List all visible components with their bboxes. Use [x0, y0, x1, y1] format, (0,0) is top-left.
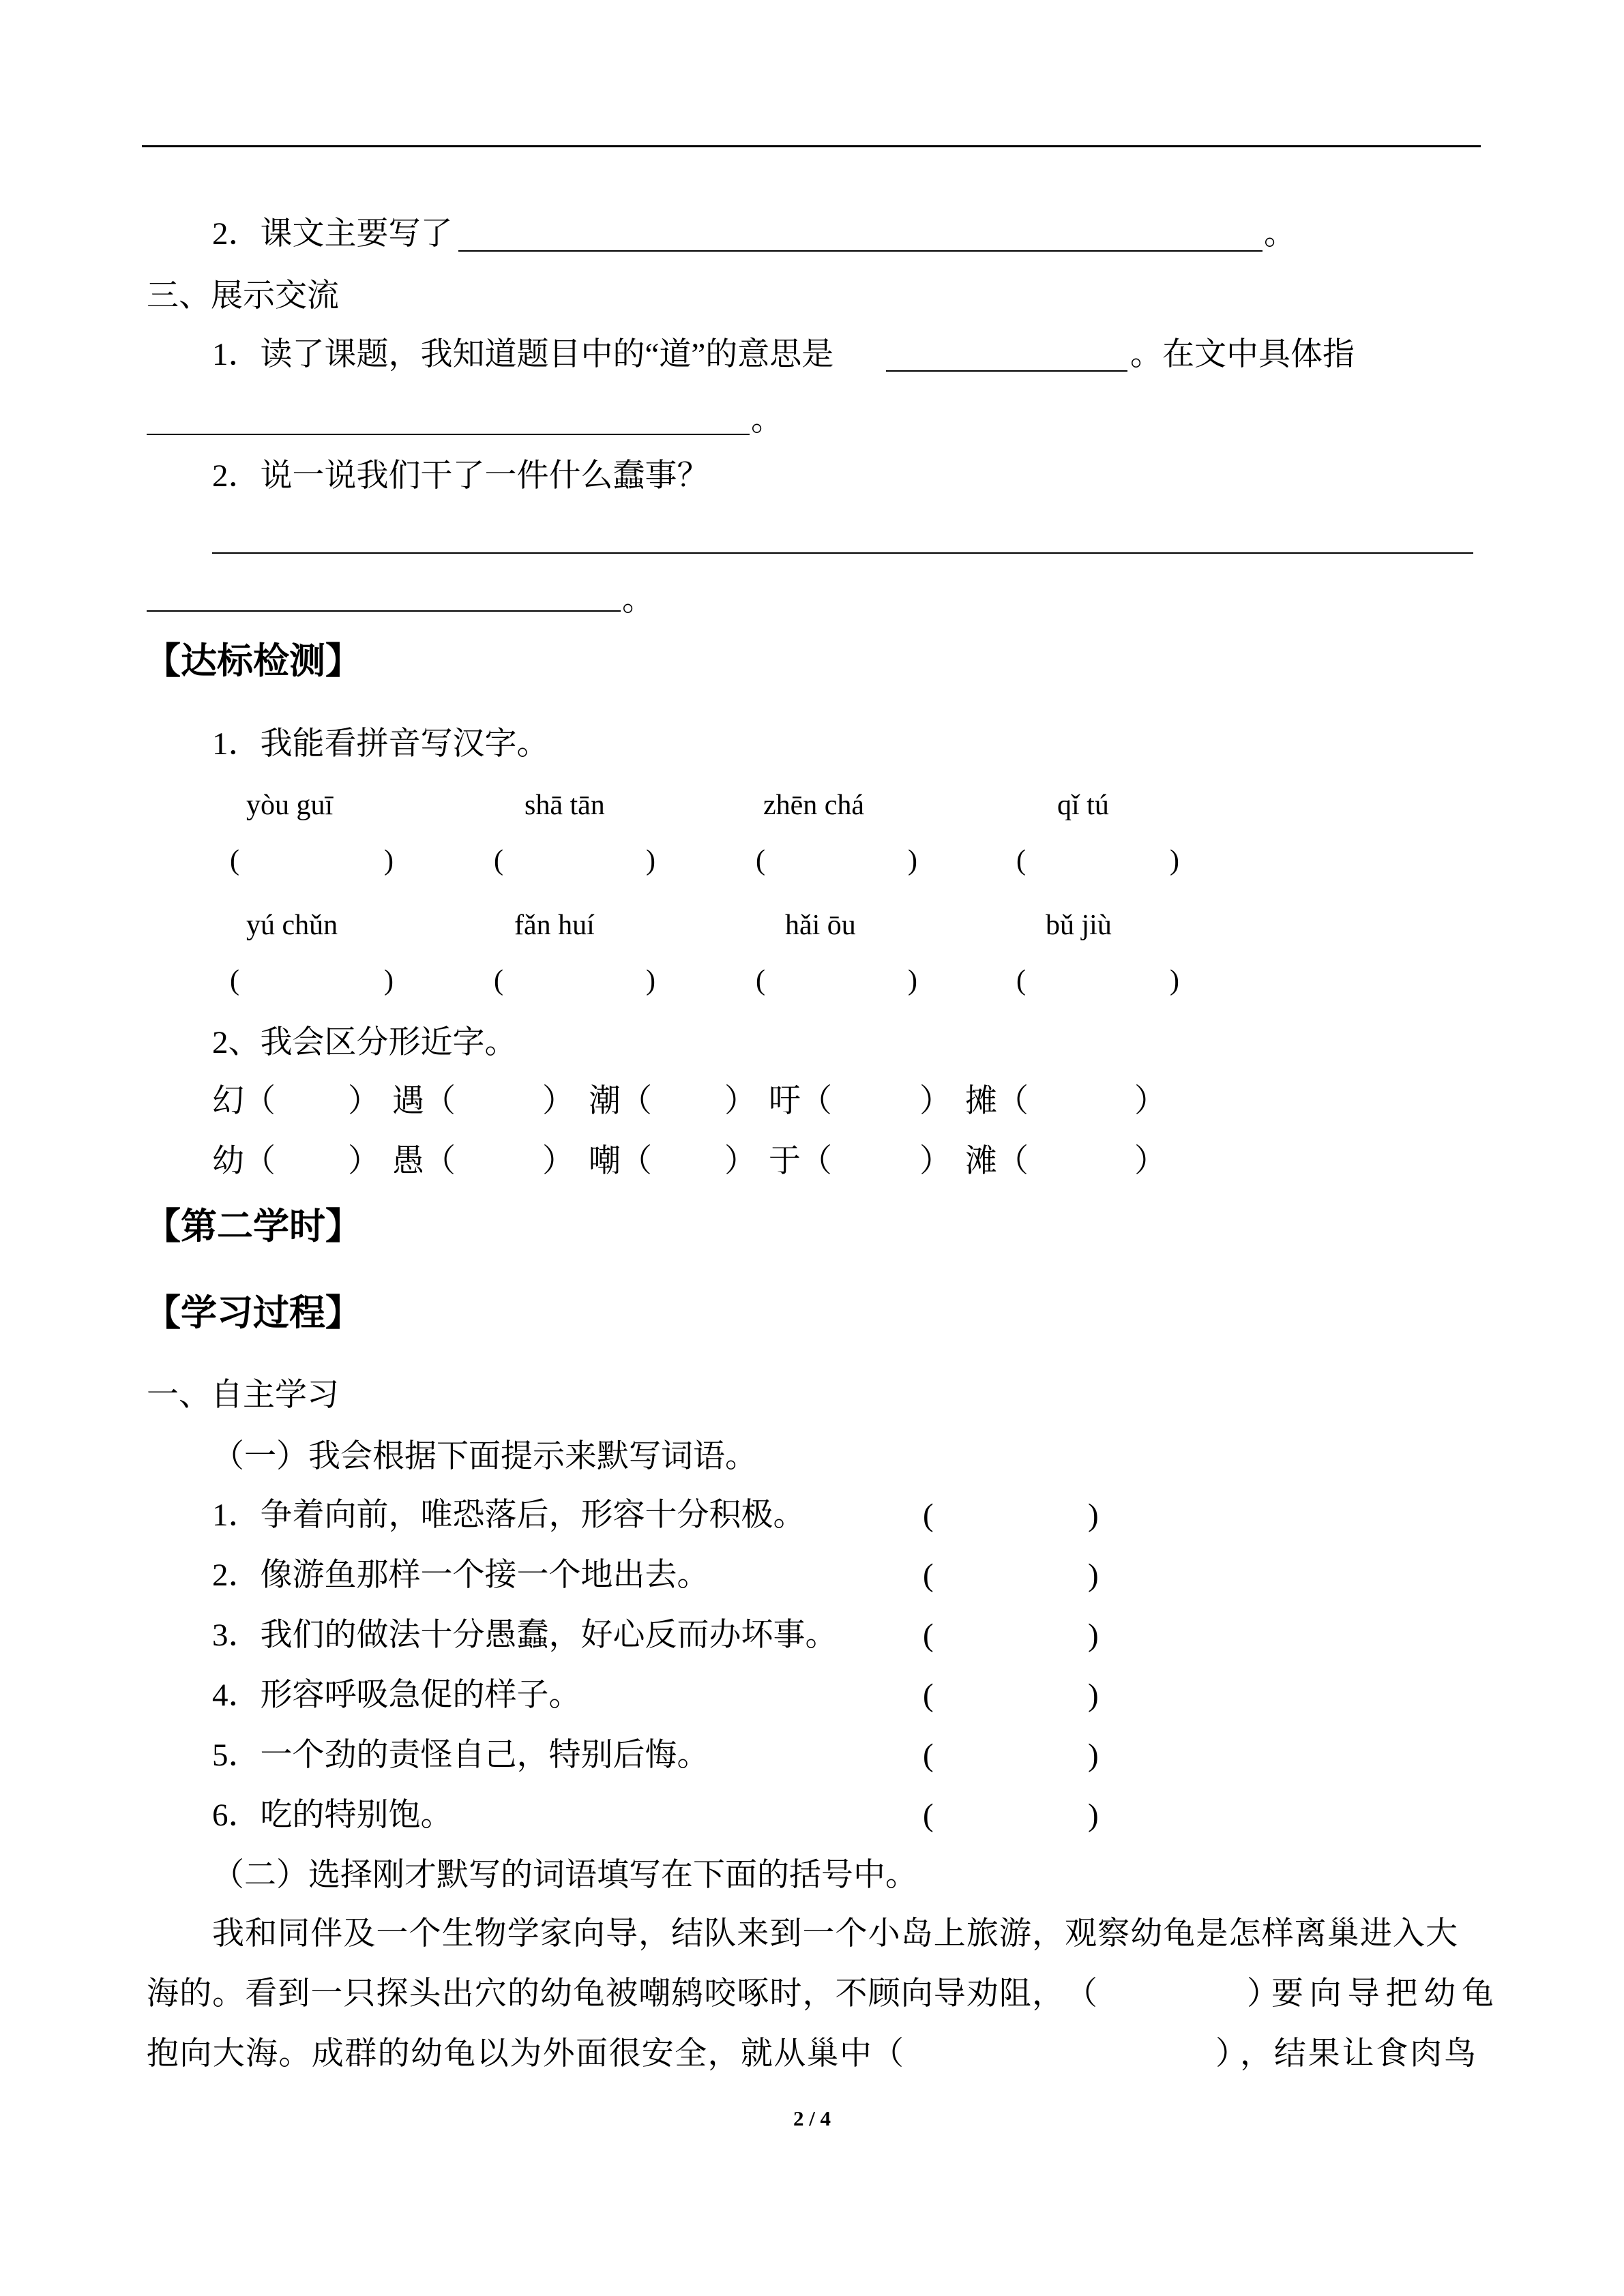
similar-char: 于	[769, 1144, 801, 1179]
answer-paren-open: (	[494, 965, 503, 996]
answer-paren-close: )	[1088, 1678, 1099, 1713]
exchange-q1-blank-refers	[147, 434, 750, 435]
answer-paren-close: ）	[724, 1084, 756, 1119]
check-q2-prompt: 2、我会区分形近字。	[212, 1025, 517, 1060]
similar-char: 潮	[589, 1084, 621, 1119]
dictation-item: 2．像游鱼那样一个接一个地出去。	[212, 1557, 709, 1593]
answer-paren-close: ）	[542, 1084, 574, 1119]
answer-paren-open: (	[494, 845, 503, 876]
answer-paren-open: (	[923, 1798, 934, 1833]
answer-paren-open: （	[800, 1084, 832, 1119]
answer-paren-open: （	[1065, 1976, 1097, 2012]
answer-paren-close: )	[1170, 965, 1179, 996]
paragraph-line-2-tail: 要向导把幼龟	[1271, 1976, 1494, 2012]
answer-paren-close: ）	[919, 1084, 951, 1119]
process-heading: 【学习过程】	[145, 1294, 361, 1333]
pinyin-label: yòu guī	[246, 790, 334, 821]
answer-paren-close: )	[1088, 1497, 1099, 1533]
exchange-heading: 三、展示交流	[147, 278, 339, 314]
preview-q2-end: 。	[1264, 216, 1296, 252]
lesson2-heading: 【第二学时】	[145, 1207, 361, 1247]
exchange-q1-mid: 。在文中具体指	[1130, 337, 1355, 372]
answer-paren-open: (	[1016, 845, 1026, 876]
similar-char: 嘲	[589, 1144, 621, 1179]
answer-paren-close: )	[384, 965, 394, 996]
answer-paren-close: ）	[724, 1144, 756, 1179]
answer-paren-close: )	[1170, 845, 1179, 876]
similar-char: 幻	[212, 1084, 244, 1119]
pinyin-label: zhēn chá	[763, 790, 865, 821]
answer-paren-open: （	[243, 1144, 276, 1179]
answer-paren-open: （	[424, 1144, 456, 1179]
answer-paren-close: )	[384, 845, 394, 876]
answer-paren-close: )	[1088, 1557, 1099, 1593]
similar-char: 愚	[392, 1144, 424, 1179]
exchange-q1-prompt: 1．读了课题，我知道题目中的“道”的意思是	[212, 337, 834, 372]
answer-paren-close: )	[646, 845, 655, 876]
exchange-q2-blank-line1	[212, 552, 1473, 554]
answer-paren-open: (	[923, 1557, 934, 1593]
answer-paren-open: (	[923, 1678, 934, 1713]
preview-q2-blank	[458, 250, 1263, 252]
pinyin-label: bǔ jiù	[1046, 910, 1112, 941]
answer-paren-open: （	[424, 1084, 456, 1119]
answer-paren-close: ）	[542, 1144, 574, 1179]
answer-paren-close: )	[1088, 1738, 1099, 1773]
answer-paren-open: （	[620, 1144, 652, 1179]
paragraph-line-1: 我和同伴及一个生物学家向导，结队来到一个小岛上旅游，观察幼龟是怎样离巢进入大	[212, 1916, 1458, 1952]
answer-paren-close: )	[646, 965, 655, 996]
answer-paren-open: (	[923, 1617, 934, 1653]
exchange-q2-end: 。	[622, 582, 654, 618]
similar-char: 摊	[965, 1084, 997, 1119]
paragraph-line-2: 海的。看到一只探头出穴的幼龟被嘲鸫咬啄时，不顾向导劝阻，	[147, 1976, 1064, 2012]
exchange-q1-blank-meaning	[886, 370, 1127, 372]
answer-paren-close: )	[1088, 1798, 1099, 1833]
check-heading: 【达标检测】	[145, 642, 361, 681]
answer-paren-open: （	[243, 1084, 276, 1119]
paragraph-line-3: 抱向大海。成群的幼龟以为外面很安全，就从巢中	[147, 2036, 872, 2072]
answer-paren-open: （	[800, 1144, 832, 1179]
check-q1-prompt: 1．我能看拼音写汉字。	[212, 726, 549, 762]
pinyin-label: hǎi ōu	[785, 910, 856, 941]
similar-char: 遇	[392, 1084, 424, 1119]
dictation-item: 6．吃的特别饱。	[212, 1798, 453, 1833]
exchange-q2-prompt: 2．说一说我们干了一件什么蠢事？	[212, 458, 709, 494]
answer-paren-close: ）	[919, 1144, 951, 1179]
answer-paren-open: （	[620, 1084, 652, 1119]
self-study-heading: 一、自主学习	[147, 1377, 339, 1413]
dictation-item: 5．一个劲的责怪自己，特别后悔。	[212, 1738, 709, 1773]
preview-q2-prompt: 2．课文主要写了	[212, 216, 453, 252]
answer-paren-open: （	[996, 1084, 1029, 1119]
answer-paren-close: ）	[1134, 1084, 1166, 1119]
answer-paren-close: ）	[1215, 2036, 1247, 2072]
pinyin-label: yú chǔn	[246, 910, 338, 941]
pinyin-label: fǎn huí	[514, 910, 595, 941]
part1-title: （一）我会根据下面提示来默写词语。	[212, 1439, 757, 1474]
answer-paren-open: (	[1016, 965, 1026, 996]
answer-paren-close: ）	[1134, 1144, 1166, 1179]
page-number: 2 / 4	[793, 2106, 831, 2130]
answer-paren-close: ）	[1247, 1976, 1279, 2012]
pinyin-label: qǐ tú	[1057, 790, 1109, 821]
dictation-item: 3．我们的做法十分愚蠢，好心反而办坏事。	[212, 1617, 838, 1653]
dictation-item: 1．争着向前，唯恐落后，形容十分积极。	[212, 1497, 806, 1533]
similar-char: 吁	[769, 1084, 801, 1119]
answer-paren-open: (	[923, 1738, 934, 1773]
answer-paren-close: )	[908, 965, 917, 996]
paragraph-line-3-tail: ，结果让食肉鸟	[1240, 2036, 1476, 2072]
answer-paren-close: )	[908, 845, 917, 876]
answer-paren-close: ）	[348, 1144, 380, 1179]
answer-paren-open: (	[756, 845, 765, 876]
answer-paren-open: （	[872, 2036, 904, 2072]
dictation-item: 4．形容呼吸急促的样子。	[212, 1678, 581, 1713]
part2-title: （二）选择刚才默写的词语填写在下面的括号中。	[212, 1858, 917, 1893]
answer-paren-close: ）	[348, 1084, 380, 1119]
pinyin-label: shā tān	[525, 790, 605, 821]
header-rule	[142, 145, 1481, 147]
similar-char: 滩	[965, 1144, 997, 1179]
answer-paren-open: （	[996, 1144, 1029, 1179]
answer-paren-open: (	[923, 1497, 934, 1533]
answer-paren-open: (	[230, 845, 239, 876]
similar-char: 幼	[212, 1144, 244, 1179]
answer-paren-open: (	[756, 965, 765, 996]
answer-paren-close: )	[1088, 1617, 1099, 1653]
exchange-q2-blank-line2	[147, 610, 621, 612]
exchange-q1-end: 。	[751, 402, 783, 438]
answer-paren-open: (	[230, 965, 239, 996]
